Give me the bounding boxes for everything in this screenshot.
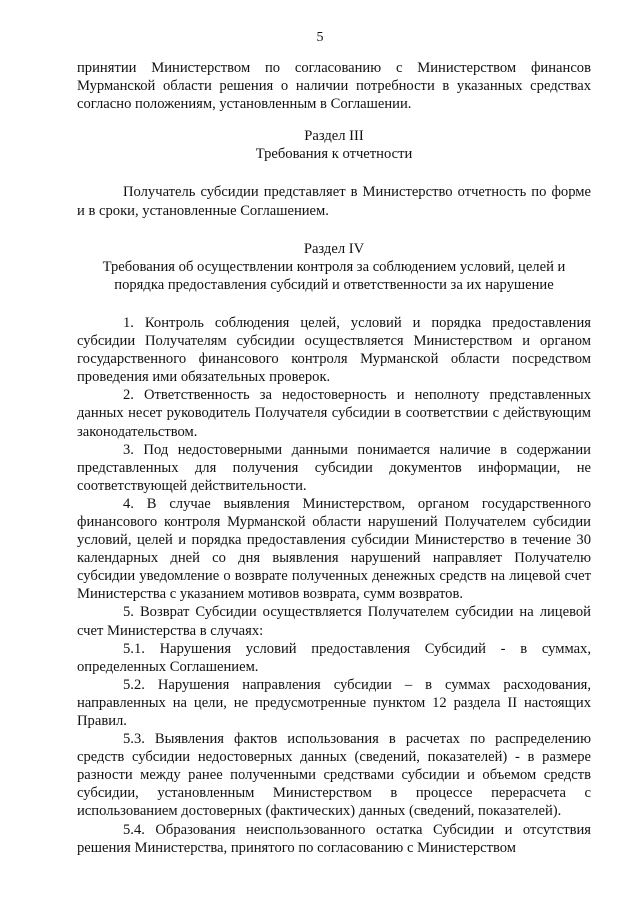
paragraph-5-3: 5.3. Выявления фактов использования в расчетах по распределению средств субсидии недостоверных данных (сведений, показателей) - в размере разности между ранее полученными средствами субсидии и объемом средств субсидии, установленным Министерством в процессе перерасчета с использованием достоверных (фактических) данных (сведений, показателей). bbox=[77, 731, 591, 820]
paragraph-5-1: 5.1. Нарушения условий предоставления Субсидий - в суммах, определенных Соглашением. bbox=[77, 640, 591, 675]
paragraph-5-4: 5.4. Образования неиспользованного остатка Субсидии и отсутствия решения Министерства, принятого по согласованию с Министерством bbox=[77, 821, 591, 856]
intro-paragraph: принятии Министерством по согласованию с Министерством финансов Мурманской области решения о наличии потребности в указанных средствах согласно положениям, установленным в Соглашении. bbox=[77, 60, 591, 113]
section-3-text: Получатель субсидии представляет в Министерство отчетность по форме и в сроки, установленные Соглашением. bbox=[77, 184, 591, 219]
page-number: 5 bbox=[316, 30, 324, 45]
paragraph-5: 5. Возврат Субсидии осуществляется Получателем субсидии на лицевой счет Министерства в случаях: bbox=[77, 604, 591, 639]
paragraph-4: 4. В случае выявления Министерством, органом государственного финансового контроля Мурманской области нарушений Получателем субсидии условий, целей и порядка предоставления субсидии Министерство в течение 30 календарных дней со дня выявления нарушений направляет Получателю субсидии уведомление о возврате полученных денежных средств на лицевой счет Министерства с указанием мотивов возврата, сумм возвратов. bbox=[77, 495, 591, 603]
paragraph-3: 3. Под недостоверными данными понимается наличие в содержании представленных для получения субсидии документов информации, не соответствующей действительности. bbox=[77, 441, 591, 494]
document-body bbox=[77, 59, 591, 857]
paragraph-5-2: 5.2. Нарушения направления субсидии – в суммах расходования, направленных на цели, не предусмотренные пунктом 12 раздела II настоящих Правил. bbox=[77, 676, 591, 729]
section-4-title: Требования об осуществлении контроля за соблюдением условий, целей и порядка предоставления субсидий и ответственности за их нарушение bbox=[102, 258, 566, 293]
paragraph-1: 1. Контроль соблюдения целей, условий и порядка предоставления субсидии Получателям субсидии осуществляется Министерством и органом государственного финансового контроля Мурманской области посредством проведения ими обязательных проверок. bbox=[77, 314, 591, 386]
section-4-heading: Раздел IV bbox=[303, 240, 365, 257]
section-3-heading: Раздел III bbox=[304, 128, 364, 145]
paragraph-2: 2. Ответственность за недостоверность и неполноту представленных данных несет руководитель Получателя субсидии в соответствии с действующим законодательством. bbox=[77, 387, 591, 440]
section-3-title: Требования к отчетности bbox=[255, 146, 413, 163]
